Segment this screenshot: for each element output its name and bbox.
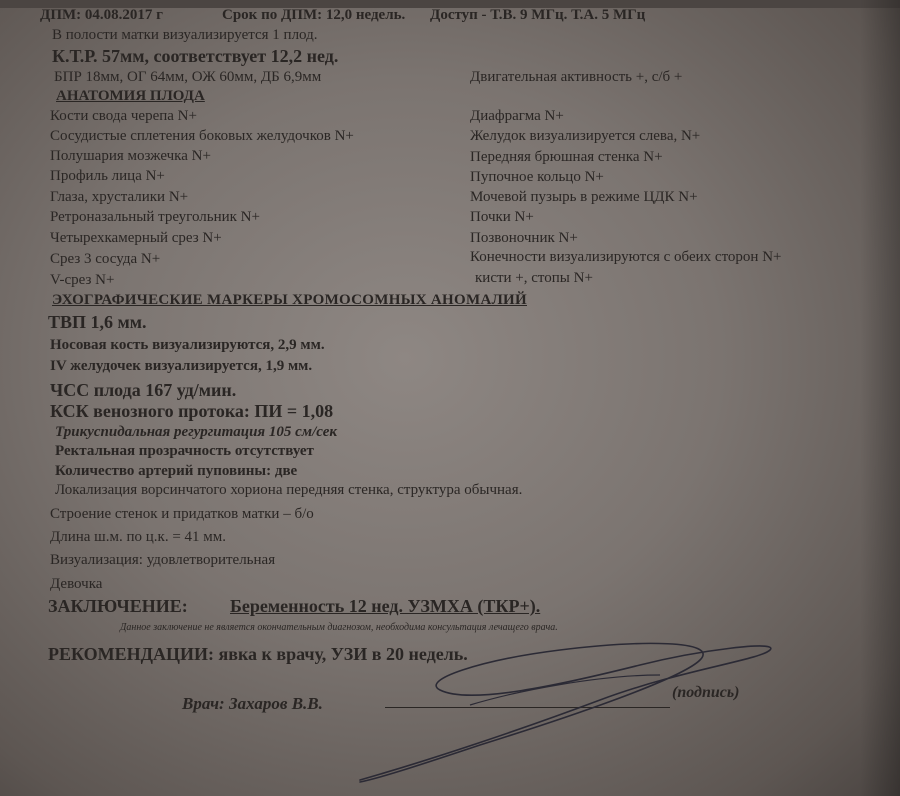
list-item: Профиль лица N+ xyxy=(50,168,165,184)
markers-title: ЭХОГРАФИЧЕСКИЕ МАРКЕРЫ ХРОМОСОМНЫХ АНОМАЛИЙ xyxy=(52,292,527,308)
list-item: Желудок визуализируется слева, N+ xyxy=(470,128,701,144)
disclaimer: Данное заключение не является окончательным диагнозом, необходима консультация лечащего врача. xyxy=(120,622,558,633)
list-item: Позвоночник N+ xyxy=(470,230,578,246)
nasal-bone: Носовая кость визуализируются, 2,9 мм. xyxy=(50,337,325,353)
conclusion-text: Беременность 12 нед. УЗМХА (ТКР+). xyxy=(230,596,541,616)
list-item: Почки N+ xyxy=(470,209,534,225)
biometry: БПР 18мм, ОГ 64мм, ОЖ 60мм, ДБ 6,9мм xyxy=(54,69,322,85)
list-item: Диафрагма N+ xyxy=(470,108,564,124)
list-item: Конечности визуализируются с обеих сторон N+ xyxy=(470,249,782,265)
list-item: Пупочное кольцо N+ xyxy=(470,169,604,185)
list-item: V-срез N+ xyxy=(50,272,115,288)
list-item: Кости свода черепа N+ xyxy=(50,108,197,124)
list-item: Четырехкамерный срез N+ xyxy=(50,230,222,246)
list-item: Полушария мозжечка N+ xyxy=(50,148,211,164)
signature-caption: (подпись) xyxy=(672,684,740,701)
lmp-date: ДПМ: 04.08.2017 г xyxy=(40,7,163,23)
list-item: Срез 3 сосуда N+ xyxy=(50,251,161,267)
fetal-sex: Девочка xyxy=(50,576,103,592)
ductus-venosus: КСК венозного протока: ПИ = 1,08 xyxy=(50,401,334,421)
fourth-ventricle: IV желудочек визуализируется, 1,9 мм. xyxy=(50,358,313,374)
tricuspid-regurgitation: Трикуспидальная регургитация 105 см/сек xyxy=(55,424,337,440)
umbilical-arteries: Количество артерий пуповины: две xyxy=(55,463,298,479)
fetus-count: В полости матки визуализируется 1 плод. xyxy=(52,27,318,43)
uterine-walls: Строение стенок и придатков матки – б/о xyxy=(50,506,314,522)
visualization-quality: Визуализация: удовлетворительная xyxy=(50,552,276,568)
list-item: кисти +, стопы N+ xyxy=(475,270,593,286)
list-item: Ретроназальный треугольник N+ xyxy=(50,209,260,225)
list-item: Глаза, хрусталики N+ xyxy=(50,189,189,205)
list-item: Мочевой пузырь в режиме ЦДК N+ xyxy=(470,189,698,205)
gestational-term: Срок по ДПМ: 12,0 недель. xyxy=(222,7,406,23)
list-item: Передняя брюшная стенка N+ xyxy=(470,149,663,165)
probe-access: Доступ - Т.В. 9 МГц. Т.А. 5 МГц xyxy=(430,7,646,23)
crl-measurement: К.Т.Р. 57мм, соответствует 12,2 нед. xyxy=(52,46,339,66)
recommendations: РЕКОМЕНДАЦИИ: явка к врачу, УЗИ в 20 недель. xyxy=(48,644,468,664)
cervix-length: Длина ш.м. по ц.к. = 41 мм. xyxy=(50,529,227,545)
rectal-transparency: Ректальная прозрачность отсутствует xyxy=(55,443,314,459)
doctor-name: Врач: Захаров В.В. xyxy=(182,694,323,713)
conclusion-label: ЗАКЛЮЧЕНИЕ: xyxy=(48,596,188,616)
fetal-heart-rate: ЧСС плода 167 уд/мин. xyxy=(50,380,237,400)
anatomy-title: АНАТОМИЯ ПЛОДА xyxy=(56,88,205,104)
motor-activity: Двигательная активность +, с/б + xyxy=(470,69,683,85)
list-item: Сосудистые сплетения боковых желудочков N+ xyxy=(50,128,354,144)
chorion-location: Локализация ворсинчатого хориона передняя стенка, структура обычная. xyxy=(55,482,523,498)
nuchal-translucency: ТВП 1,6 мм. xyxy=(48,312,147,332)
